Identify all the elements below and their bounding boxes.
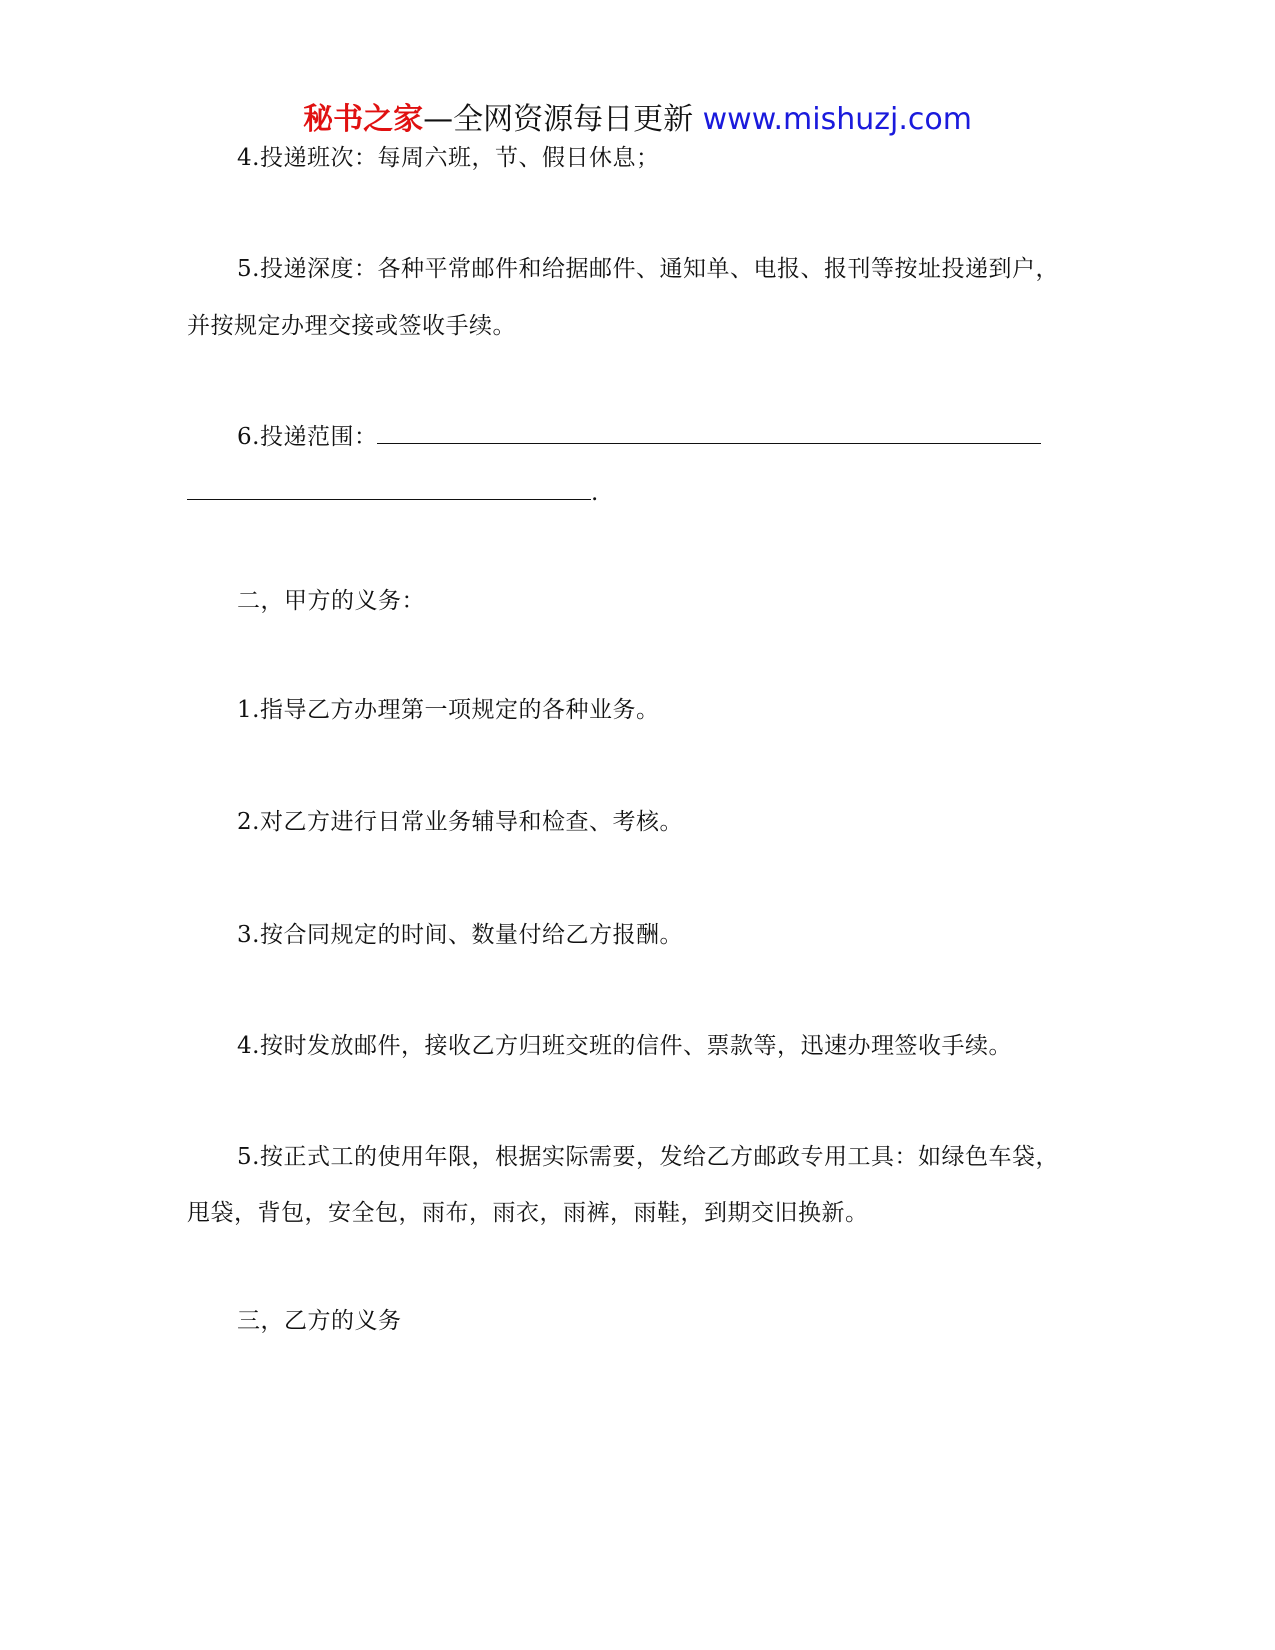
site-slogan: —全网资源每日更新 (423, 102, 694, 137)
clause-delivery-scope-continued (187, 477, 599, 508)
party-a-duty-3: 3.按合同规定的时间、数量付给乙方报酬。 (237, 922, 683, 948)
party-a-duty-2: 2.对乙方进行日常业务辅导和检查、考核。 (237, 809, 683, 835)
clause-delivery-schedule: 4.投递班次：每周六班，节、假日休息； (237, 145, 660, 171)
clause-delivery-depth-line2: 并按规定办理交接或签收手续。 (187, 313, 516, 339)
delivery-scope-blank-line-2 (187, 477, 591, 500)
delivery-scope-blank-line-1 (377, 421, 1041, 444)
site-url-link[interactable]: www.mishuzj.com (702, 102, 972, 137)
clause-delivery-scope (237, 421, 1041, 452)
party-a-duty-5-line2: 甩袋，背包，安全包，雨布，雨衣，雨裤，雨鞋，到期交旧换新。 (187, 1200, 869, 1226)
party-a-duty-5-line1: 5.按正式工的使用年限，根据实际需要，发给乙方邮政专用工具：如绿色车袋， (237, 1144, 1059, 1170)
site-brand: 秘书之家 (303, 102, 424, 137)
delivery-scope-label: 6.投递范围： (237, 424, 378, 450)
site-watermark-header (0, 100, 1275, 140)
section-heading-party-a: 二，甲方的义务： (237, 588, 425, 614)
section-heading-party-b: 三，乙方的义务 (237, 1308, 402, 1334)
party-a-duty-1: 1.指导乙方办理第一项规定的各种业务。 (237, 697, 660, 723)
delivery-scope-end: . (591, 480, 599, 506)
clause-delivery-depth-line1: 5.投递深度：各种平常邮件和给据邮件、通知单、电报、报刊等按址投递到户， (237, 256, 1059, 282)
party-a-duty-4: 4.按时发放邮件，接收乙方归班交班的信件、票款等，迅速办理签收手续。 (237, 1033, 1012, 1059)
